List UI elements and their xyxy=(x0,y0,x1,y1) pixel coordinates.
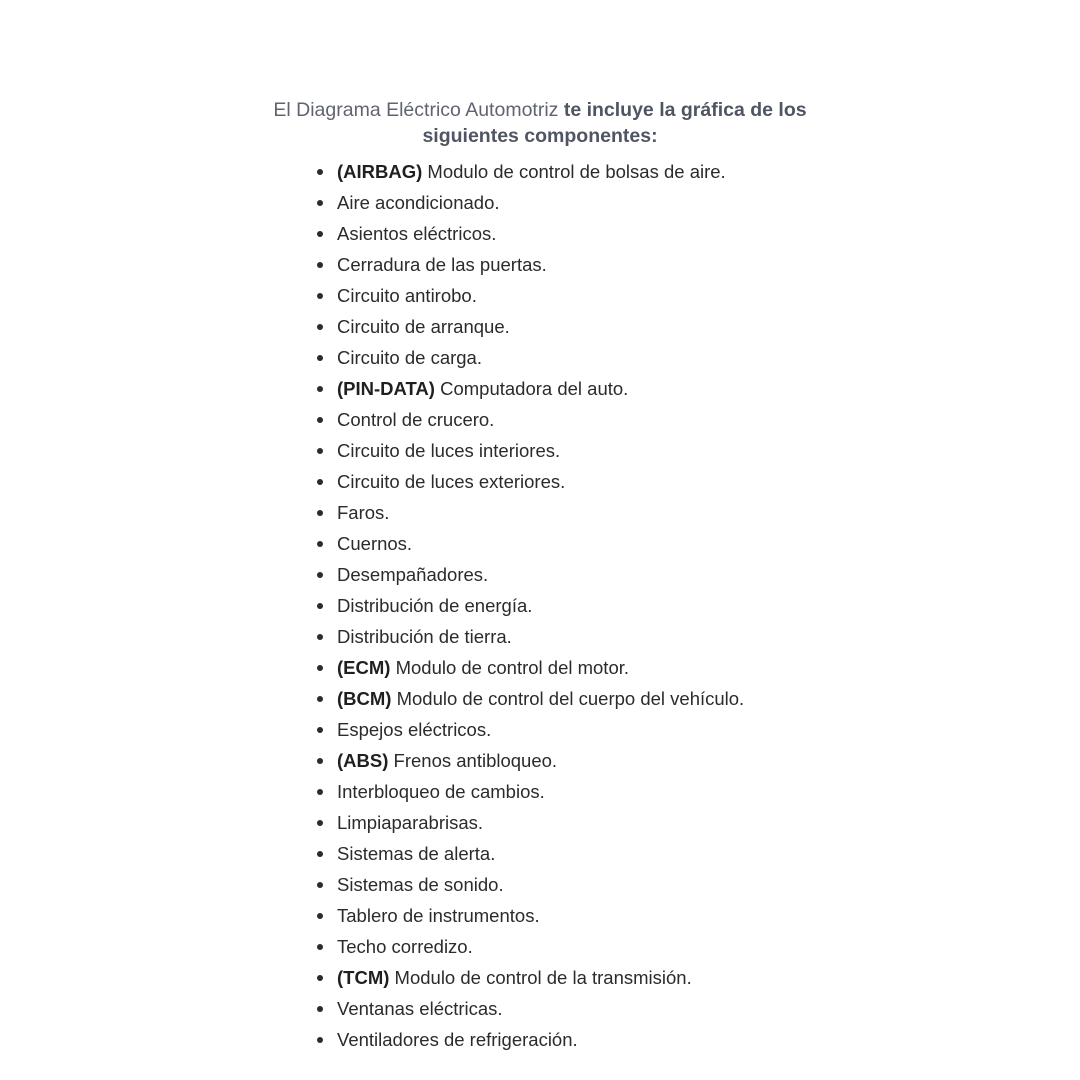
bullet-icon xyxy=(317,1037,323,1043)
item-text: Distribución de tierra. xyxy=(337,626,512,647)
item-code: (AIRBAG) xyxy=(337,161,423,182)
item-code: (BCM) xyxy=(337,688,392,709)
components-list xyxy=(337,156,744,1055)
item-text: Desempañadores. xyxy=(337,564,489,585)
list-item xyxy=(337,404,744,435)
item-text: Interbloqueo de cambios. xyxy=(337,781,545,802)
list-item xyxy=(337,373,744,404)
intro-paragraph xyxy=(230,97,850,149)
list-item xyxy=(337,590,744,621)
bullet-icon xyxy=(317,944,323,950)
item-text: Circuito de luces interiores. xyxy=(337,440,561,461)
list-item xyxy=(337,156,744,187)
item-text: Computadora del auto. xyxy=(434,378,629,399)
item-text: Modulo de control de la transmisión. xyxy=(389,967,692,988)
bullet-icon xyxy=(317,293,323,299)
list-item xyxy=(337,869,744,900)
item-code: (PIN-DATA) xyxy=(337,378,435,399)
item-text: Modulo de control del cuerpo del vehículo. xyxy=(391,688,745,709)
item-text: Techo corredizo. xyxy=(337,936,473,957)
list-item xyxy=(337,745,744,776)
list-item xyxy=(337,993,744,1024)
bullet-icon xyxy=(317,696,323,702)
item-code: (ECM) xyxy=(337,657,391,678)
bullet-icon xyxy=(317,758,323,764)
item-text: Circuito de arranque. xyxy=(337,316,510,337)
list-item xyxy=(337,683,744,714)
bullet-icon xyxy=(317,1006,323,1012)
item-text: Sistemas de sonido. xyxy=(337,874,504,895)
item-text: Modulo de control de bolsas de aire. xyxy=(422,161,726,182)
bullet-icon xyxy=(317,913,323,919)
item-code: (TCM) xyxy=(337,967,390,988)
bullet-icon xyxy=(317,231,323,237)
item-text: Modulo de control del motor. xyxy=(390,657,630,678)
item-text: Cerradura de las puertas. xyxy=(337,254,547,275)
list-item xyxy=(337,497,744,528)
list-item xyxy=(337,900,744,931)
bullet-icon xyxy=(317,386,323,392)
list-item xyxy=(337,280,744,311)
item-text: Tablero de instrumentos. xyxy=(337,905,540,926)
list-item xyxy=(337,838,744,869)
item-code: (ABS) xyxy=(337,750,389,771)
list-item xyxy=(337,187,744,218)
list-item xyxy=(337,807,744,838)
bullet-icon xyxy=(317,200,323,206)
intro-lead: El Diagrama Eléctrico Automotriz xyxy=(273,98,564,121)
list-item xyxy=(337,311,744,342)
bullet-icon xyxy=(317,541,323,547)
item-text: Circuito de carga. xyxy=(337,347,482,368)
list-item xyxy=(337,342,744,373)
item-text: Ventiladores de refrigeración. xyxy=(337,1029,578,1050)
item-text: Frenos antibloqueo. xyxy=(388,750,558,771)
bullet-icon xyxy=(317,262,323,268)
bullet-icon xyxy=(317,975,323,981)
list-item xyxy=(337,249,744,280)
list-item xyxy=(337,931,744,962)
list-item xyxy=(337,466,744,497)
bullet-icon xyxy=(317,665,323,671)
list-item xyxy=(337,435,744,466)
item-text: Ventanas eléctricas. xyxy=(337,998,503,1019)
item-text: Circuito de luces exteriores. xyxy=(337,471,566,492)
list-item xyxy=(337,621,744,652)
list-item xyxy=(337,962,744,993)
bullet-icon xyxy=(317,479,323,485)
item-text: Espejos eléctricos. xyxy=(337,719,492,740)
list-item xyxy=(337,528,744,559)
item-text: Asientos eléctricos. xyxy=(337,223,497,244)
item-text: Circuito antirobo. xyxy=(337,285,477,306)
bullet-icon xyxy=(317,727,323,733)
bullet-icon xyxy=(317,634,323,640)
intro-emphasis: te incluye la gráfica de los siguientes componentes: xyxy=(422,98,807,147)
bullet-icon xyxy=(317,169,323,175)
bullet-icon xyxy=(317,603,323,609)
list-item xyxy=(337,776,744,807)
bullet-icon xyxy=(317,820,323,826)
bullet-icon xyxy=(317,510,323,516)
bullet-icon xyxy=(317,448,323,454)
bullet-icon xyxy=(317,417,323,423)
item-text: Faros. xyxy=(337,502,390,523)
item-text: Aire acondicionado. xyxy=(337,192,500,213)
bullet-icon xyxy=(317,572,323,578)
bullet-icon xyxy=(317,882,323,888)
list-item xyxy=(337,714,744,745)
item-text: Limpiaparabrisas. xyxy=(337,812,484,833)
bullet-icon xyxy=(317,851,323,857)
list-item xyxy=(337,652,744,683)
item-text: Sistemas de alerta. xyxy=(337,843,496,864)
bullet-icon xyxy=(317,324,323,330)
item-text: Cuernos. xyxy=(337,533,413,554)
item-text: Control de crucero. xyxy=(337,409,495,430)
list-item xyxy=(337,218,744,249)
item-text: Distribución de energía. xyxy=(337,595,533,616)
list-item xyxy=(337,1024,744,1055)
list-item xyxy=(337,559,744,590)
bullet-icon xyxy=(317,355,323,361)
bullet-icon xyxy=(317,789,323,795)
